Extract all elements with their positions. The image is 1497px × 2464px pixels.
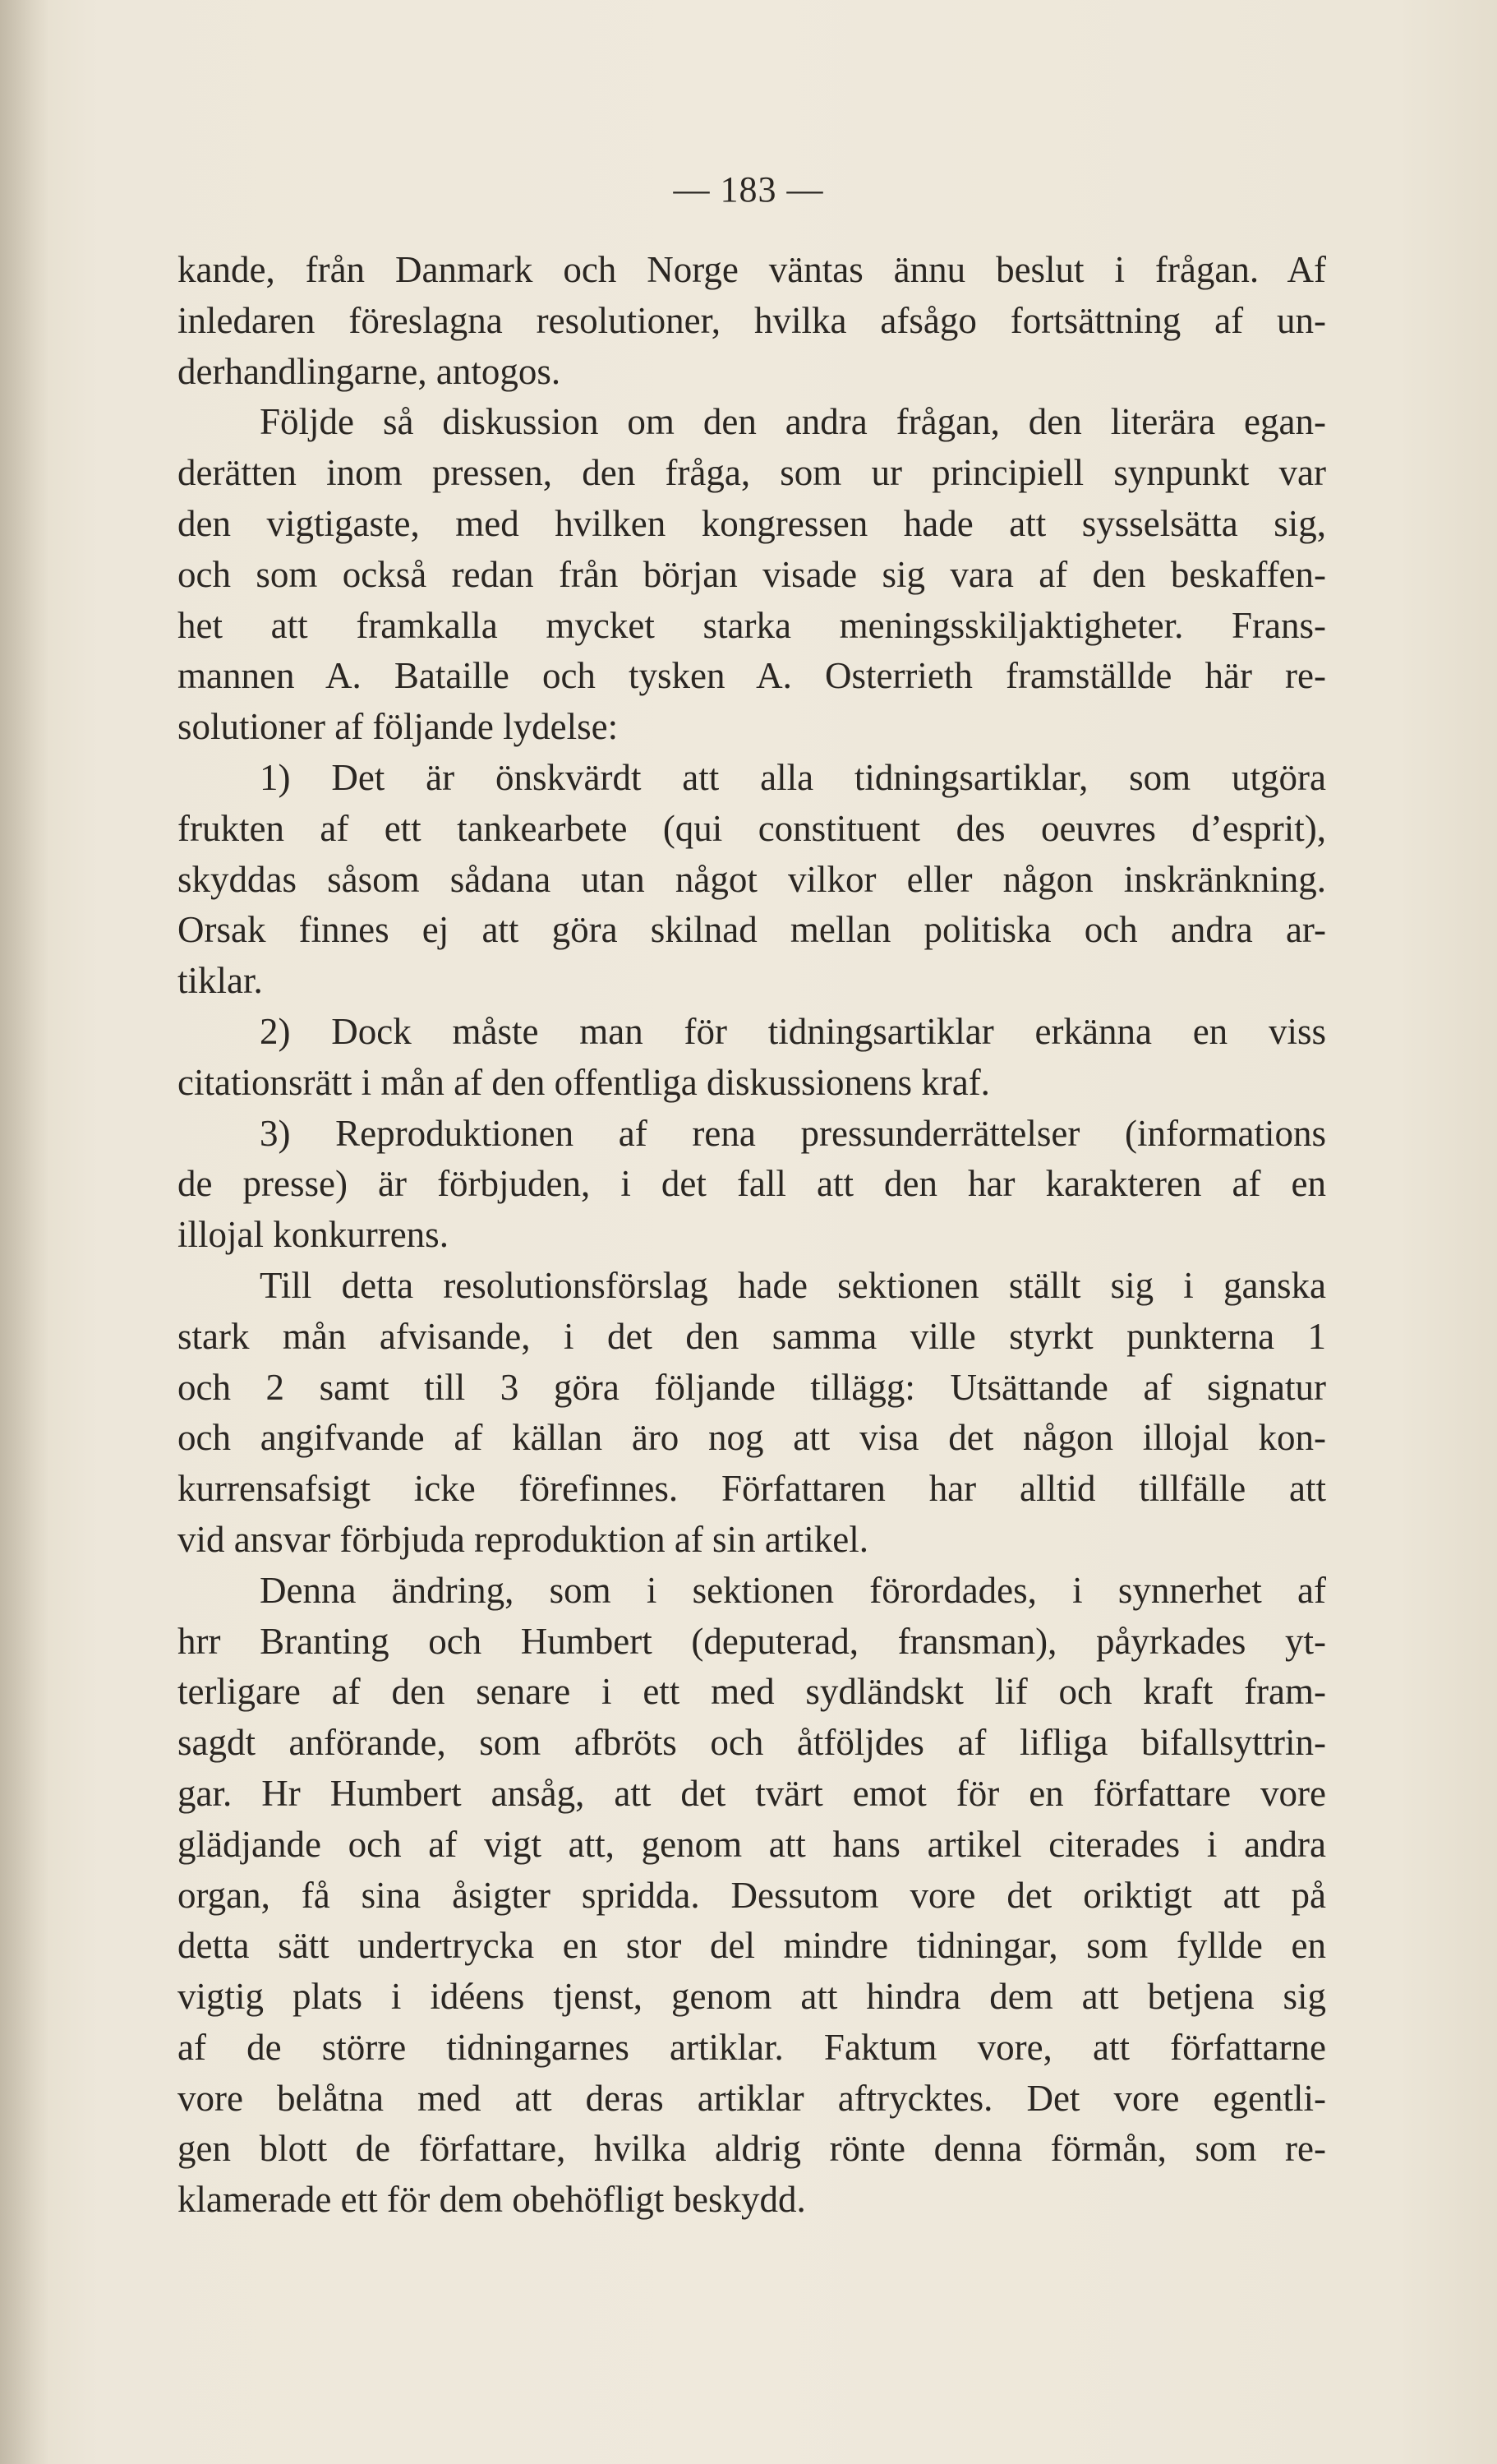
text-line: solutioner af följande lydelse: xyxy=(177,706,619,748)
text-line: af de större tidningarnes artiklar. Faktum vore, att författarne xyxy=(177,2026,1326,2068)
text-line: illojal konkurrens. xyxy=(177,1214,449,1256)
page-number: — 183 — xyxy=(673,169,824,210)
text-line: sagdt anförande, som afbröts och åtföljdes af lifliga bifallsyttrin- xyxy=(177,1722,1326,1764)
text-line: het att framkalla mycket starka meningsskiljaktigheter. Frans- xyxy=(177,604,1326,646)
text-line: de presse) är förbjuden, i det fall att den har karakteren af en xyxy=(177,1163,1326,1205)
text-line: terligare af den senare i ett med sydländskt lif och kraft fram- xyxy=(177,1671,1326,1713)
text-line: gar. Hr Humbert ansåg, att det tvärt emot för en författare vore xyxy=(177,1772,1326,1814)
text-line: derhandlingarne, antogos. xyxy=(177,350,561,392)
text-line: 2) Dock måste man för tidningsartiklar erkänna en viss xyxy=(260,1010,1326,1052)
text-line: citationsrätt i mån af den offentliga diskussionens kraf. xyxy=(177,1061,990,1103)
text-line: vid ansvar förbjuda reproduktion af sin artikel. xyxy=(177,1518,869,1560)
text-line: Till detta resolutionsförslag hade sektionen ställt sig i ganska xyxy=(260,1264,1326,1306)
text-line: skyddas såsom sådana utan något vilkor eller någon inskränkning. xyxy=(177,858,1326,900)
text-line: vore belåtna med att deras artiklar aftrycktes. Det vore egentli- xyxy=(177,2077,1326,2119)
text-line: inledaren föreslagna resolutioner, hvilka afsågo fortsättning af un- xyxy=(177,299,1326,341)
text-line: och 2 samt till 3 göra följande tillägg: Utsättande af signatur xyxy=(177,1366,1326,1408)
text-line: kurrensafsigt icke förefinnes. Författaren har alltid tillfälle att xyxy=(177,1468,1326,1510)
text-line: Följde så diskussion om den andra frågan, den literära egan- xyxy=(260,401,1326,443)
text-line: den vigtigaste, med hvilken kongressen hade att sysselsätta sig, xyxy=(177,502,1326,544)
body-text xyxy=(177,245,1326,2226)
text-line: vigtig plats i idéens tjenst, genom att hindra dem att betjena sig xyxy=(177,1976,1326,2018)
text-line: klamerade ett för dem obehöfligt beskydd. xyxy=(177,2179,806,2221)
text-line: mannen A. Bataille och tysken A. Osterrieth framställde här re- xyxy=(177,655,1326,697)
text-line: glädjande och af vigt att, genom att hans artikel citerades i andra xyxy=(177,1823,1326,1865)
text-line: stark mån afvisande, i det den samma ville styrkt punkterna 1 xyxy=(177,1315,1326,1357)
text-line: frukten af ett tankearbete (qui constituent des oeuvres d’esprit), xyxy=(177,807,1326,849)
text-line: detta sätt undertrycka en stor del mindre tidningar, som fyllde en xyxy=(177,1925,1326,1967)
text-line: hrr Branting och Humbert (deputerad, fransman), påyrkades yt- xyxy=(177,1620,1326,1662)
text-line: 1) Det är önskvärdt att alla tidningsartiklar, som utgöra xyxy=(260,756,1326,798)
page-edge-shadow xyxy=(0,0,49,2464)
text-line: gen blott de författare, hvilka aldrig rönte denna förmån, som re- xyxy=(177,2128,1326,2170)
text-line: och som också redan från början visade sig vara af den beskaffen- xyxy=(177,553,1326,595)
text-line: Denna ändring, som i sektionen förordades, i synnerhet af xyxy=(260,1569,1326,1611)
text-line: derätten inom pressen, den fråga, som ur principiell synpunkt var xyxy=(177,452,1326,494)
text-line: och angifvande af källan äro nog att visa det någon illojal kon- xyxy=(177,1417,1326,1459)
text-line: organ, få sina åsigter spridda. Dessutom vore det oriktigt att på xyxy=(177,1874,1326,1916)
text-line: Orsak finnes ej att göra skilnad mellan politiska och andra ar- xyxy=(177,909,1326,951)
text-line: kande, från Danmark och Norge väntas ännu beslut i frågan. Af xyxy=(177,249,1326,290)
text-line: 3) Reproduktionen af rena pressunderrättelser (informations xyxy=(260,1112,1326,1154)
text-line: tiklar. xyxy=(177,960,263,1002)
